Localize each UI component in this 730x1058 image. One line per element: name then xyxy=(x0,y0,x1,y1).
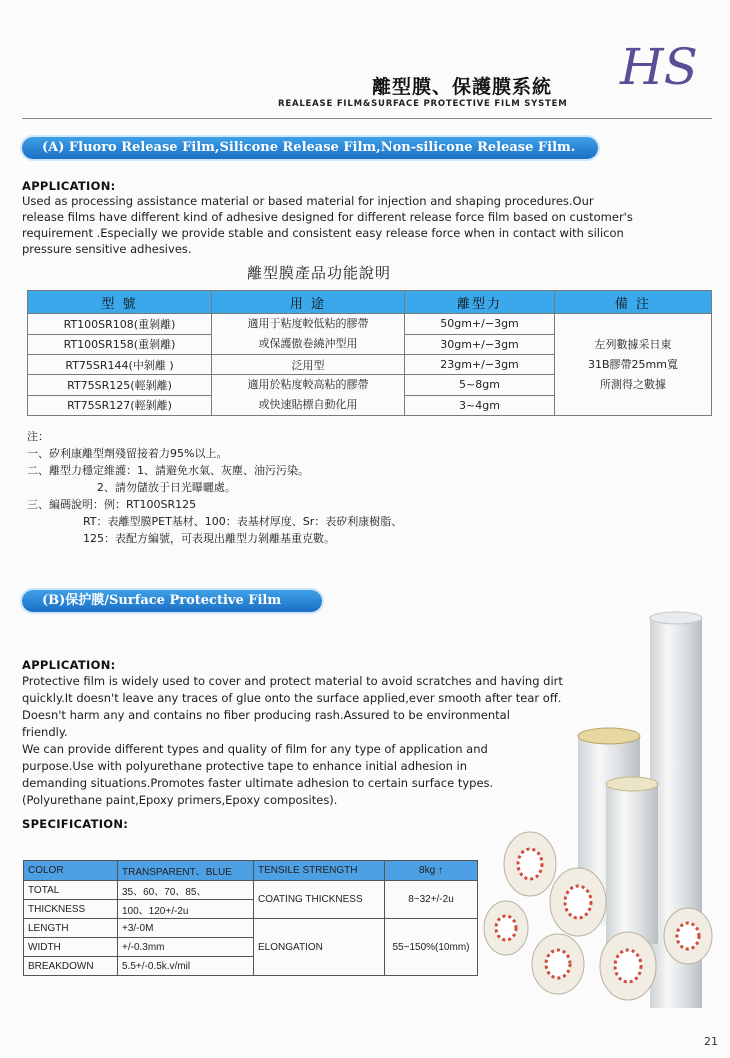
spec-label: COLOR xyxy=(24,861,118,881)
section-b-application-text: Protective film is widely used to cover and protect material to avoid scratches and having dirt quickly.It doesn't leave any traces of glue onto the surface applied,ever smooth after tear off. Doesn't harm any and contains no fiber producing rash.Assured to be environmental friendly. We can provide different types and quality of film for any type of application and purpose.Use with polyurethane protective tape to enhance initial adhesion in demanding situations.Promotes faster ultimate adhesion to certain surface types. (Polyurethane paint,Epoxy primers,Epoxy composites). xyxy=(22,674,563,807)
section-a-application-text: Used as processing assistance material or based material for injection and shaping procedures.Our release films have different kind of adhesive designed for different release force film based on customer's requirement .Especially we provide stable and consistent easy release force when in contact with silicon pressure sensitive adhesives. xyxy=(22,194,633,256)
hs-logo xyxy=(618,32,698,98)
note-line: 三、編碼說明：例：RT100SR125 xyxy=(27,498,197,511)
spec-value: 55~150%(10mm) xyxy=(385,919,478,976)
use-cell: 適用于粘度較低粘的膠帶 或保護傲卷繞沖型用 xyxy=(212,314,405,355)
force-cell: 30gm+/−3gm xyxy=(405,334,555,355)
spec-label: LENGTH xyxy=(24,919,118,938)
col-header-release-force: 離型力 xyxy=(405,291,555,314)
model-cell: RT75SR127(輕剝離) xyxy=(28,395,212,416)
page-number: 21 xyxy=(704,1035,718,1048)
spec-label: WIDTH xyxy=(24,938,118,957)
protective-film-rolls-photo xyxy=(478,606,728,1014)
force-cell: 3~4gm xyxy=(405,395,555,416)
note-line: 注： xyxy=(27,430,49,443)
col-header-use: 用 途 xyxy=(212,291,405,314)
notes xyxy=(27,428,402,547)
spec-label: COATING THICKNESS xyxy=(254,881,385,919)
specification-table xyxy=(23,860,478,976)
model-cell: RT100SR158(重剝離) xyxy=(28,334,212,355)
note-line: 2、請勿儲放于日光曝曬處。 xyxy=(27,481,236,494)
model-cell: RT75SR144(中剝離 ) xyxy=(28,355,212,375)
section-b-banner: (B)保护膜/Surface Protective Film xyxy=(22,590,322,612)
spec-value: 5.5+/-0.5k.v/mil xyxy=(118,957,254,976)
force-cell: 5~8gm xyxy=(405,375,555,396)
col-header-remark: 備 注 xyxy=(555,291,712,314)
spec-value: 8kg ↑ xyxy=(385,861,478,881)
spec-value: +3/-0M xyxy=(118,919,254,938)
spec-label: THICKNESS xyxy=(24,900,118,919)
force-cell: 50gm+/−3gm xyxy=(405,314,555,335)
note-line: 一、矽利康離型劑殘留接着力95%以上。 xyxy=(27,447,228,460)
use-cell: 泛用型 xyxy=(212,355,405,375)
spec-value: TRANSPARENT、BLUE xyxy=(118,861,254,881)
col-header-model: 型 號 xyxy=(28,291,212,314)
use-cell: 適用於粘度較高粘的膠帶 或快速貼標自動化用 xyxy=(212,375,405,416)
spec-value: 35、60、70、85、 xyxy=(118,881,254,900)
section-a-banner: (A) Fluoro Release Film,Silicone Release Film,Non-silicone Release Film. xyxy=(22,137,598,159)
spec-value: 8~32+/-2u xyxy=(385,881,478,919)
note-line: 二、離型力穩定維護：1、請避免水氣、灰塵、油污污染。 xyxy=(27,464,309,477)
model-cell: RT75SR125(輕剝離) xyxy=(28,375,212,396)
section-a-application-heading: APPLICATION: xyxy=(22,179,116,193)
release-film-table-title: 離型膜產品功能說明 xyxy=(247,264,392,282)
table-row xyxy=(28,314,712,335)
remark-cell: 左列數據采日東 31B膠帶25mm寬 所測得之數據 xyxy=(555,314,712,416)
spec-value: +/-0.3mm xyxy=(118,938,254,957)
note-line: 125：表配方編號，可表現出離型力剝離基重克數。 xyxy=(27,532,335,545)
release-film-table xyxy=(27,290,712,416)
spec-value: 100、120+/-2u xyxy=(118,900,254,919)
page-title-en: REALEASE FILM&SURFACE PROTECTIVE FILM SYSTEM xyxy=(278,99,568,109)
model-cell: RT100SR108(重剝離) xyxy=(28,314,212,335)
specification-heading: SPECIFICATION: xyxy=(22,817,129,831)
section-b-application-heading: APPLICATION: xyxy=(22,658,116,672)
spec-label: BREAKDOWN xyxy=(24,957,118,976)
spec-label: TENSILE STRENGTH xyxy=(254,861,385,881)
force-cell: 23gm+/−3gm xyxy=(405,355,555,375)
logo-text: HS xyxy=(620,38,698,96)
note-line: RT：表離型膜PET基材、100：表基材厚度、Sr：表矽利康樹脂、 xyxy=(27,515,403,528)
page-title-cn: 離型膜、保護膜系統 xyxy=(372,76,553,98)
header-divider xyxy=(22,118,712,119)
spec-label: TOTAL xyxy=(24,881,118,900)
spec-label: ELONGATION xyxy=(254,919,385,976)
